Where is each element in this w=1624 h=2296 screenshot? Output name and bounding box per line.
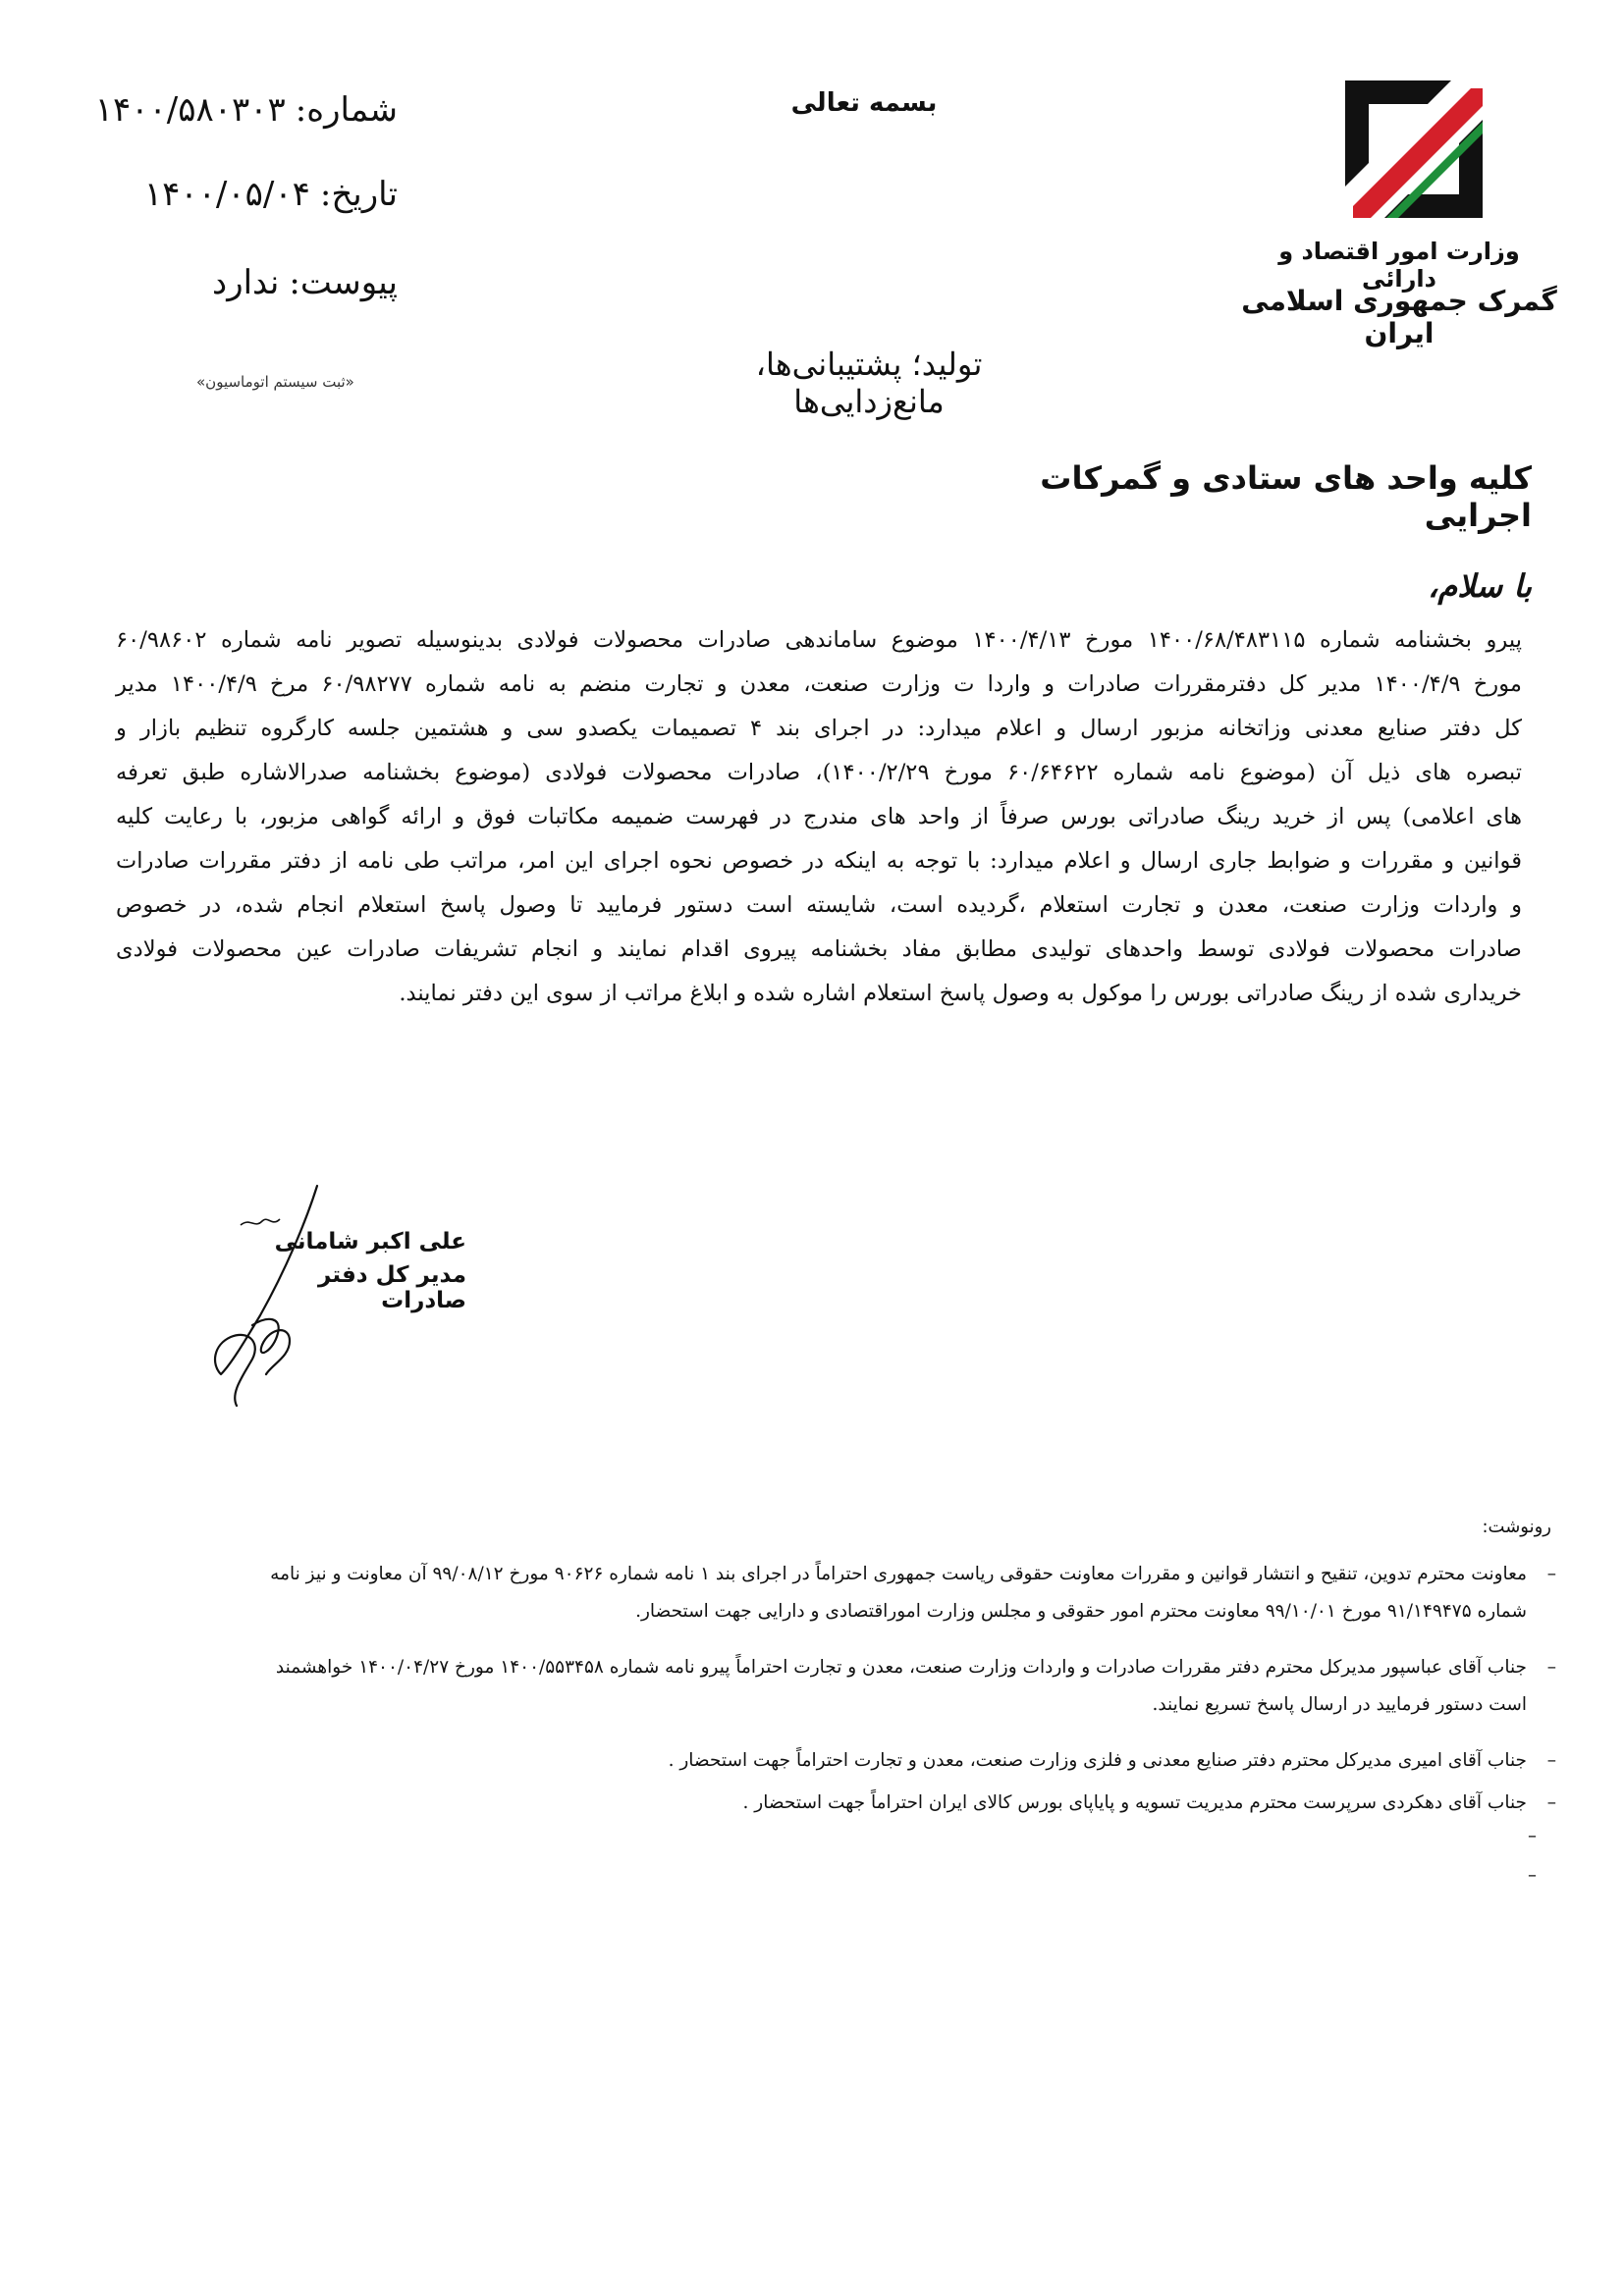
letter-number-row bbox=[83, 90, 398, 130]
bismillah: بسمه تعالی bbox=[790, 88, 938, 118]
copy-line: جناب آقای امیری مدیرکل محترم دفتر صنایع معدنی و فلزی وزارت صنعت، معدن و تجارت احتراماً جهت استحضار . bbox=[668, 1750, 1527, 1771]
copy-item bbox=[118, 1649, 1556, 1724]
body-line: پیرو بخشنامه شماره ۱۴۰۰/۶۸/۴۸۳۱۱۵ مورخ ۱۴۰۰/۴/۱۳ موضوع ساماندهی صادرات محصولات فولادی بدینوسیله تصویر نامه شماره ۶۰/۹۸۶۰۲ bbox=[116, 627, 1522, 653]
body-line: کل دفتر صنایع معدنی وزاتخانه مزبور ارسال و اعلام میدارد: در اجرای بند ۴ تصمیمات یکصدو سی و هشتمین جلسه کارگروه تنظیم بازار و bbox=[116, 716, 1522, 741]
signer-name: علی اکبر شامانی bbox=[274, 1229, 466, 1255]
copy-line: معاونت محترم تدوین، تنقیح و انتشار قوانین و مقررات معاونت حقوقی ریاست جمهوری احتراماً در اجرای بند ۱ نامه شماره ۹۰۶۲۶ مورخ ۹۹/۰۸/۱۲ آن معاونت و نیز نامه bbox=[270, 1564, 1527, 1584]
copies-title: رونوشت: bbox=[1482, 1517, 1551, 1537]
attachment-label: پیوست: bbox=[289, 263, 398, 302]
copy-line: شماره ۹۱/۱۴۹۴۷۵ مورخ ۹۹/۱۰/۰۱ معاونت محترم امور حقوقی و مجلس وزارت اموراقتصادی و دارایی جهت استحضار. bbox=[635, 1601, 1527, 1622]
body-line: صادرات محصولات فولادی توسط واحدهای تولیدی مطابق مفاد بخشنامه پیروی اقدام نمایند و انجام تشریفات صادرات عین محصولات فولادی bbox=[116, 936, 1522, 962]
letter-number-value: ۱۴۰۰/۵۸۰۳۰۳ bbox=[94, 90, 286, 130]
greeting: با سلام، bbox=[1428, 567, 1532, 605]
letter-body bbox=[116, 618, 1522, 1016]
body-line: و واردات وزارت صنعت، معدن و تجارت استعلام ،گردیده است، شایسته است دستور فرمایید تا وصول پاسخ استعلام انجام شده، در خصوص bbox=[116, 892, 1522, 918]
body-line: خریداری شده از رینگ صادراتی بورس را موکول به وصول پاسخ استعلام اشاره شده و ابلاغ مراتب از سوی این دفتر نمایند. bbox=[399, 981, 1522, 1006]
attachment-value: ندارد bbox=[212, 263, 280, 302]
copy-dash: – bbox=[1546, 1750, 1556, 1771]
customs-logo bbox=[1335, 71, 1492, 228]
recipient: کلیه واحد های ستادی و گمرکات اجرایی bbox=[1040, 459, 1532, 534]
customs-name: گمرک جمهوری اسلامی ایران bbox=[1241, 285, 1557, 349]
copy-dash: – bbox=[1546, 1792, 1556, 1813]
copy-dash: – bbox=[1546, 1564, 1556, 1584]
copy-item bbox=[118, 1556, 1556, 1630]
automation-note: «ثبت سیستم اتوماسیون» bbox=[196, 373, 354, 391]
ministry-name: وزارت امور اقتصاد و دارائی bbox=[1278, 238, 1520, 293]
body-line: های اعلامی) پس از خرید رینگ صادراتی بورس صرفاً از واحد های مندرج در فهرست ضمیمه مکاتبات فوق و ارائه گواهی مزبور، با رعایت کلیه bbox=[116, 804, 1522, 829]
annual-motto: تولید؛ پشتیبانی‌ها، مانع‌زدایی‌ها bbox=[755, 346, 983, 420]
copy-dash: – bbox=[1546, 1657, 1556, 1678]
body-line: تبصره های ذیل آن (موضوع نامه شماره ۶۰/۶۴۶۲۲ مورخ ۱۴۰۰/۲/۲۹)، صادرات محصولات فولادی (موضوع بخشنامه صدرالاشاره طبق تعرفه bbox=[116, 760, 1522, 785]
attachment-row bbox=[83, 263, 398, 302]
empty-copy-dash: – bbox=[1528, 1865, 1537, 1886]
copy-item bbox=[118, 1742, 1556, 1780]
letter-date-value: ۱۴۰۰/۰۵/۰۴ bbox=[143, 175, 310, 214]
empty-copy-dash: – bbox=[1528, 1826, 1537, 1846]
copy-item bbox=[118, 1785, 1556, 1822]
letter-date-row bbox=[83, 175, 398, 214]
body-line: مورخ ۱۴۰۰/۴/۹ مدیر کل دفترمقررات صادرات و واردا ت وزارت صنعت، معدن و تجارت منضم به نامه شماره ۶۰/۹۸۲۷۷ مرخ ۱۴۰۰/۴/۹ مدیر bbox=[116, 671, 1522, 697]
body-line: قوانین و مقررات و ضوابط جاری ارسال و اعلام میدارد: با توجه به اینکه در خصوص نحوه اجرای این امر، مراتب طی نامه از دفتر مقررات صادرات bbox=[116, 848, 1522, 874]
copy-line: است دستور فرمایید در ارسال پاسخ تسریع نمایند. bbox=[1152, 1694, 1527, 1715]
customs-logo-icon bbox=[1335, 71, 1492, 228]
copy-line: جناب آقای دهکردی سرپرست محترم مدیریت تسویه و پایاپای بورس کالای ایران احتراماً جهت استحضار . bbox=[742, 1792, 1527, 1813]
signer-title: مدیر کل دفتر صادرات bbox=[318, 1262, 466, 1313]
copy-line: جناب آقای عباسپور مدیرکل محترم دفتر مقررات صادرات و واردات وزارت صنعت، معدن و تجارت احتراماً پیرو نامه شماره ۱۴۰۰/۵۵۳۴۵۸ مورخ ۱۴۰۰/۰۴/۲۷ خواهشمند bbox=[275, 1657, 1527, 1678]
signature-block bbox=[191, 1178, 486, 1414]
letter-number-label: شماره: bbox=[295, 90, 398, 130]
letter-date-label: تاریخ: bbox=[319, 175, 398, 214]
